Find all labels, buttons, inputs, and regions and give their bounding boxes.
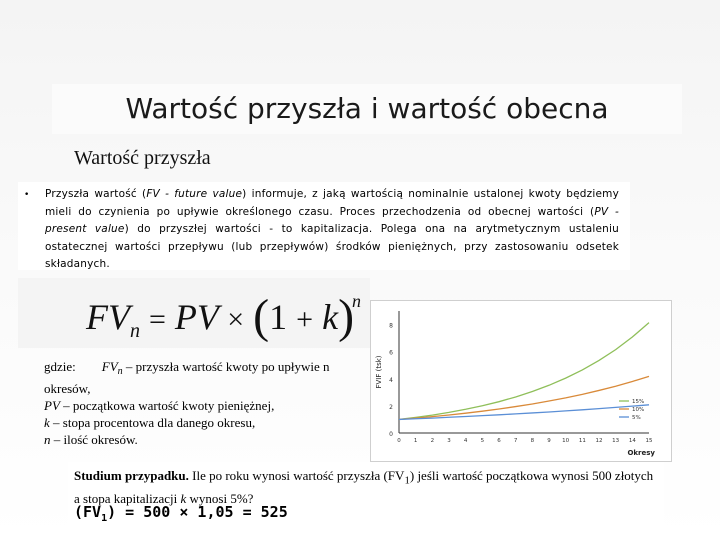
fv-formula: [86, 289, 361, 344]
y-tick-label: 6: [389, 349, 393, 357]
y-tick-label: 0: [389, 431, 393, 438]
x-tick-label: 9: [547, 438, 551, 444]
case-result-b: ) = 500 × 1,05 = 525: [107, 503, 288, 521]
x-tick-label: 0: [397, 438, 401, 444]
legend-label: 10%: [632, 407, 645, 413]
bullet-paragraph: [45, 186, 619, 274]
case-study-text-1: Ile po roku wynosi wartość przyszła (FV: [188, 468, 405, 483]
definition-fvn: [44, 358, 334, 397]
x-tick-label: 2: [430, 438, 435, 444]
formula-exponent: n: [352, 291, 362, 311]
formula-close-paren: ): [338, 290, 355, 343]
case-result-subscript: 1: [101, 513, 108, 524]
x-tick-label: 14: [628, 438, 636, 444]
y-tick-label: 8: [389, 322, 393, 330]
series-line-5pct: [399, 405, 649, 420]
section-subtitle: Wartość przyszła: [74, 147, 211, 169]
definition-fvn-subscript: n: [117, 366, 123, 377]
slide-title: Wartość przyszła i wartość obecna: [125, 92, 609, 125]
definitions-label: gdzie:: [44, 359, 76, 374]
formula-open-paren: (: [253, 290, 270, 343]
formula-times: ×: [227, 303, 245, 336]
definition-fvn-desc: – przyszła wartość kwoty po upływie n okresów,: [44, 359, 330, 396]
x-tick-label: 13: [612, 438, 620, 444]
case-study-subscript: 1: [404, 474, 410, 487]
case-study-text-3: wynosi 5%?: [186, 490, 254, 506]
case-study-text-2: ) jeśli wartość początkowa wynosi 500 złotych a stopa kapitalizacji: [74, 468, 654, 506]
bullet-text-1: Przyszła wartość (: [45, 188, 147, 200]
fvif-chart: [370, 300, 672, 462]
x-tick-label: 6: [497, 438, 501, 444]
formula-pv: PV: [174, 297, 219, 337]
x-tick-label: 3: [447, 438, 451, 444]
formula-fv-subscript: n: [129, 320, 140, 342]
definition-n: [44, 431, 334, 448]
definition-n-term: n: [44, 432, 51, 447]
x-axis-label: Okresy: [627, 449, 655, 457]
formula-k: k: [322, 297, 339, 337]
bullet-marker: •: [24, 190, 30, 200]
formula-definitions: [44, 358, 334, 448]
case-study-label: Studium przypadku.: [74, 468, 189, 483]
case-study-k: k: [180, 490, 187, 506]
x-tick-label: 1: [413, 438, 418, 444]
definition-k-desc: – stopa procentowa dla danego okresu,: [49, 415, 256, 430]
case-study-result: [74, 503, 288, 524]
formula-equals: =: [148, 303, 166, 336]
x-tick-label: 11: [578, 438, 586, 444]
x-tick-label: 7: [513, 438, 518, 444]
x-tick-label: 8: [530, 438, 535, 444]
x-tick-label: 4: [463, 438, 468, 444]
formula-plus: +: [296, 303, 314, 336]
formula-one: 1: [269, 297, 288, 337]
definition-n-desc: – ilość okresów.: [50, 432, 138, 447]
legend-label: 5%: [632, 415, 641, 421]
x-tick-label: 15: [645, 438, 653, 444]
y-axis-label: FVIF (tsk): [375, 355, 383, 389]
case-result-a: (FV: [74, 503, 102, 521]
bullet-text-2: ) informuje, z jaką wartością nominalnie ustalonej kwoty będziemy mieli do czynienia po upływie określonego czasu. Proces przechodzenia od obecnej wartości (: [45, 188, 619, 218]
definition-pv: [44, 397, 334, 414]
case-study-question: [74, 467, 659, 507]
x-tick-label: 10: [562, 438, 570, 444]
definition-fvn-term: FV: [101, 359, 118, 374]
legend-label: 15%: [632, 399, 645, 405]
bullet-text-fv-term: FV - future value: [146, 188, 243, 200]
definition-pv-desc: – początkowa wartość kwoty pieniężnej,: [59, 398, 275, 413]
y-tick-label: 2: [389, 403, 393, 411]
fvif-chart-svg: [371, 301, 671, 461]
bullet-text-pv-term: PV - present value: [45, 205, 619, 235]
definition-k-term: k: [44, 415, 50, 430]
bullet-text-3: ) do przyszłej wartości - to kapitalizacja. Polega ona na arytmetycznym ustaleniu ostatecznej wartości przepływu (lub przepływów) środków pieniężnych, przy zastosowaniu odsetek składanych.: [45, 223, 619, 270]
definition-k: [44, 414, 334, 431]
x-tick-label: 12: [595, 438, 603, 444]
x-tick-label: 5: [480, 438, 485, 444]
definition-pv-term: PV: [44, 398, 60, 413]
formula-fv: FV: [86, 297, 130, 337]
y-tick-label: 4: [389, 376, 393, 384]
